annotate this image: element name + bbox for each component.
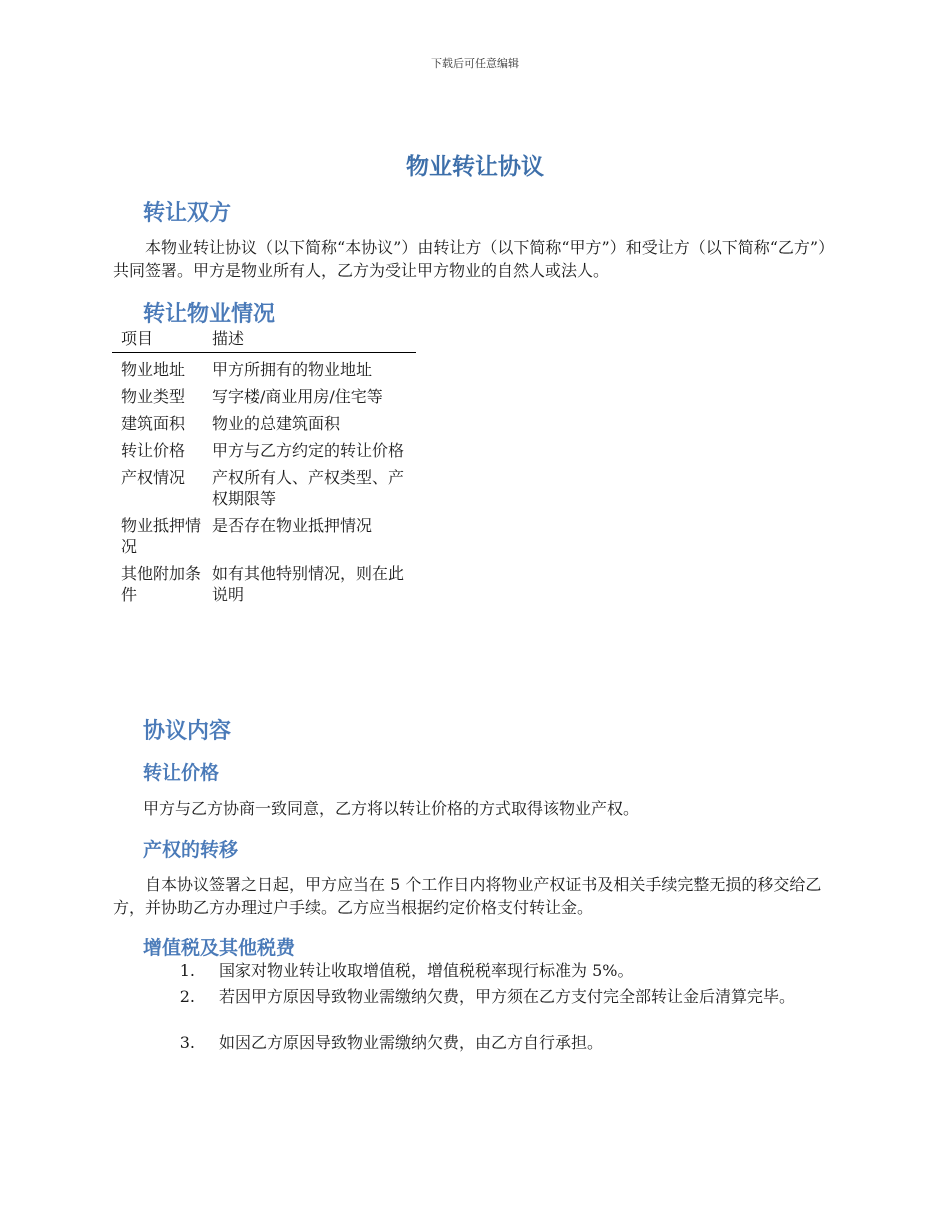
subheading-price: 转让价格 — [143, 762, 220, 784]
section-heading-content: 协议内容 — [143, 719, 232, 744]
table-row — [112, 353, 416, 381]
parties-paragraph: 本物业转让协议（以下简称“本协议”）由转让方（以下简称“甲方”）和受让方（以下简称“乙方”）共同签署。甲方是物业所有人，乙方为受让甲方物业的自然人或法人。 — [113, 238, 835, 280]
list-item — [150, 986, 840, 1008]
section-heading-parties: 转让双方 — [143, 201, 232, 226]
list-number: 2. — [179, 987, 195, 1006]
cell-description: 甲方所拥有的物业地址 — [212, 360, 373, 379]
subheading-tax: 增值税及其他税费 — [143, 937, 296, 959]
cell-item: 物业类型 — [121, 387, 186, 406]
table-row — [112, 557, 416, 605]
list-text: 如因乙方原因导致物业需缴纳欠费，由乙方自行承担。 — [219, 1033, 604, 1052]
cell-description: 甲方与乙方约定的转让价格 — [212, 441, 405, 460]
cell-description: 写字楼/商业用房/住宅等 — [212, 387, 383, 406]
cell-item: 转让价格 — [121, 441, 186, 460]
cell-description: 是否存在物业抵押情况 — [212, 516, 373, 535]
list-text: 若因甲方原因导致物业需缴纳欠费，甲方须在乙方支付完全部转让金后清算完毕。 — [219, 987, 796, 1006]
table-row — [112, 434, 416, 461]
table-header-row — [112, 326, 416, 353]
list-text: 国家对物业转让收取增值税，增值税税率现行标准为 5%。 — [219, 961, 634, 980]
section-heading-property: 转让物业情况 — [143, 302, 276, 327]
cell-description: 产权所有人、产权类型、产权期限等 — [212, 468, 405, 508]
header-note: 下载后可任意编辑 — [431, 57, 519, 70]
cell-item: 物业抵押情况 — [121, 516, 202, 556]
list-item — [150, 1032, 840, 1054]
list-number: 3. — [179, 1033, 195, 1052]
list-number: 1. — [179, 961, 195, 980]
cell-description: 物业的总建筑面积 — [212, 414, 341, 433]
column-header-item: 项目 — [112, 326, 203, 353]
price-paragraph: 甲方与乙方协商一致同意，乙方将以转让价格的方式取得该物业产权。 — [143, 799, 640, 818]
column-header-description: 描述 — [203, 326, 416, 353]
table-row — [112, 380, 416, 407]
cell-item: 建筑面积 — [121, 414, 186, 433]
table-row — [112, 461, 416, 509]
cell-item: 产权情况 — [121, 468, 186, 487]
cell-item: 其他附加条件 — [121, 564, 202, 604]
subheading-transfer: 产权的转移 — [143, 839, 239, 861]
table-row — [112, 509, 416, 557]
cell-item: 物业地址 — [121, 360, 186, 379]
property-table — [112, 326, 416, 605]
table-row — [112, 407, 416, 434]
list-item — [150, 960, 840, 982]
transfer-paragraph: 自本协议签署之日起，甲方应当在 5 个工作日内将物业产权证书及相关手续完整无损的移交给乙方，并协助乙方办理过户手续。乙方应当根据约定价格支付转让金。 — [113, 875, 822, 917]
cell-description: 如有其他特别情况，则在此说明 — [212, 564, 405, 604]
document-title: 物业转让协议 — [406, 154, 544, 180]
